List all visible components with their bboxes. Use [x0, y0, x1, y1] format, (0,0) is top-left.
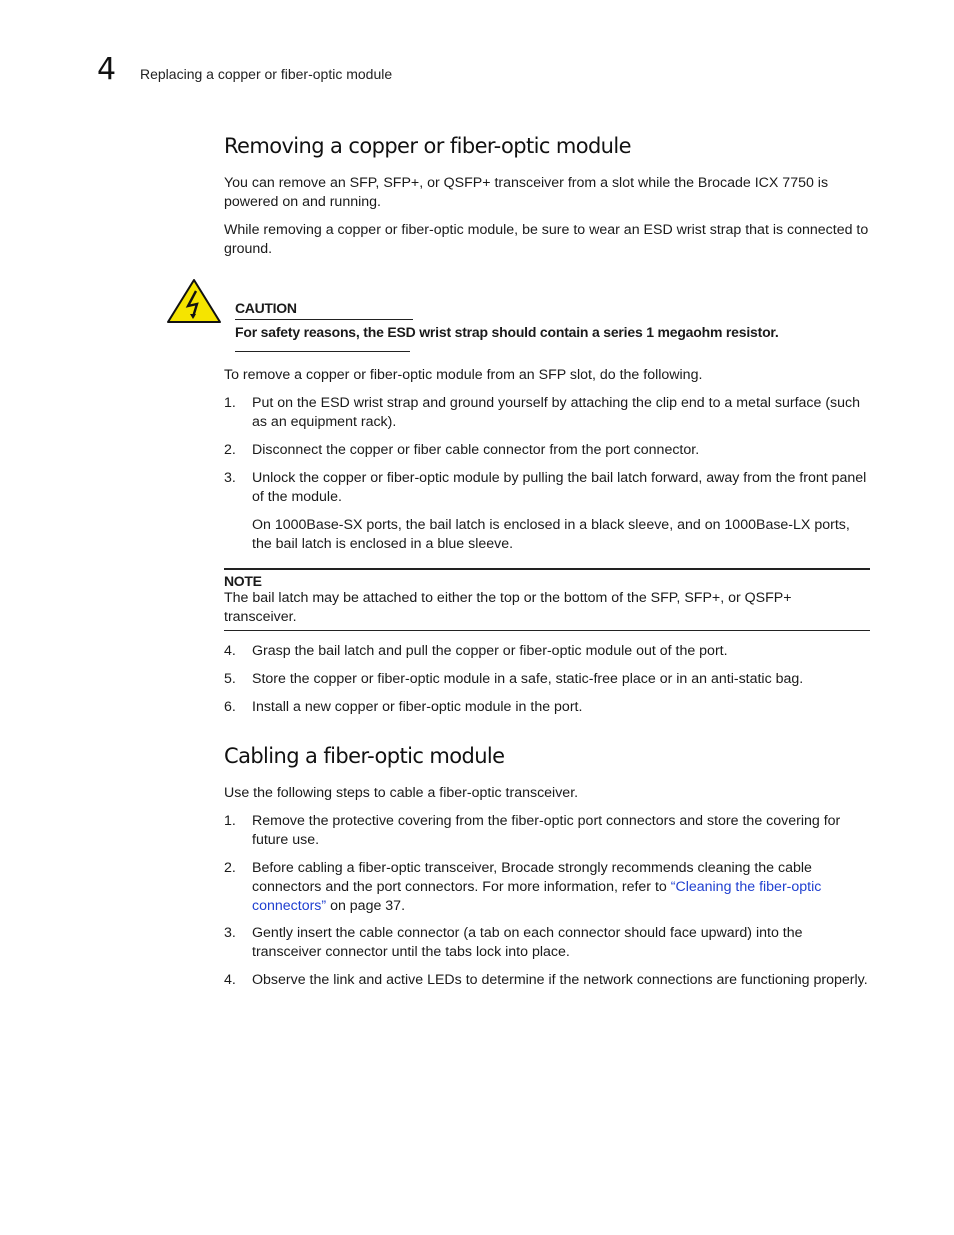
step-number: 3.	[224, 925, 236, 941]
note-text: The bail latch may be attached to either the top or the bottom of the SFP, SFP+, or QSFP+ transceiver.	[224, 590, 792, 625]
cabling-intro: Use the following steps to cable a fiber-optic transceiver.	[224, 785, 579, 801]
step-text: Install a new copper or fiber-optic module in the port.	[252, 699, 583, 715]
step-text-before-link: Before cabling a fiber-optic transceiver, Brocade strongly recommends cleaning the cable connectors and the port connectors. For more information, refer to	[252, 860, 812, 895]
chapter-number: 4	[97, 52, 117, 87]
step-number: 4.	[224, 972, 236, 988]
step-number: 5.	[224, 671, 236, 687]
step-text	[252, 859, 870, 916]
cleaning-connectors-link[interactable]: “Cleaning the fiber-optic connectors”	[252, 879, 822, 914]
remove-intro-2: While removing a copper or fiber-optic module, be sure to wear an ESD wrist strap that is connected to ground.	[224, 222, 869, 257]
step-text: Observe the link and active LEDs to determine if the network connections are functioning properly.	[252, 972, 868, 988]
step-number: 2.	[224, 860, 236, 876]
note-bottom-rule	[224, 630, 870, 631]
step-number: 1.	[224, 813, 236, 829]
step-number: 6.	[224, 699, 236, 715]
step-text-after-link: on page 37.	[326, 898, 406, 914]
step-detail-text: On 1000Base-SX ports, the bail latch is enclosed in a black sleeve, and on 1000Base-LX ports, the bail latch is enclosed in a blue sleeve.	[252, 517, 850, 552]
step-text: Disconnect the copper or fiber cable connector from the port connector.	[252, 442, 700, 458]
note-top-rule	[224, 568, 870, 570]
step-text: Unlock the copper or fiber-optic module by pulling the bail latch forward, away from the front panel of the module.	[252, 470, 867, 505]
section-title-remove: Removing a copper or fiber-optic module	[224, 134, 631, 158]
step-text: Grasp the bail latch and pull the copper or fiber-optic module out of the port.	[252, 643, 728, 659]
remove-lead-in: To remove a copper or fiber-optic module from an SFP slot, do the following.	[224, 367, 703, 383]
step-number: 1.	[224, 395, 236, 411]
caution-label: CAUTION	[235, 300, 297, 316]
electrical-hazard-icon	[166, 278, 222, 324]
caution-text: For safety reasons, the ESD wrist strap should contain a series 1 megaohm resistor.	[235, 324, 779, 340]
section-title-cabling: Cabling a fiber-optic module	[224, 744, 505, 768]
step-number: 2.	[224, 442, 236, 458]
running-header: Replacing a copper or fiber-optic module	[140, 66, 393, 82]
step-text: Remove the protective covering from the fiber-optic port connectors and store the covering for future use.	[252, 813, 841, 848]
step-text: Gently insert the cable connector (a tab on each connector should face upward) into the transceiver connector until the tabs lock into place.	[252, 925, 803, 960]
remove-intro-1: You can remove an SFP, SFP+, or QSFP+ transceiver from a slot while the Brocade ICX 7750 is powered on and running.	[224, 175, 829, 210]
caution-bottom-rule	[235, 351, 410, 352]
step-number: 3.	[224, 470, 236, 486]
step-text: Put on the ESD wrist strap and ground yourself by attaching the clip end to a metal surface (such as an equipment rack).	[252, 395, 861, 430]
caution-top-rule	[235, 319, 413, 320]
step-text: Store the copper or fiber-optic module in a safe, static-free place or in an anti-static bag.	[252, 671, 804, 687]
note-label: NOTE	[224, 573, 262, 589]
step-number: 4.	[224, 643, 236, 659]
